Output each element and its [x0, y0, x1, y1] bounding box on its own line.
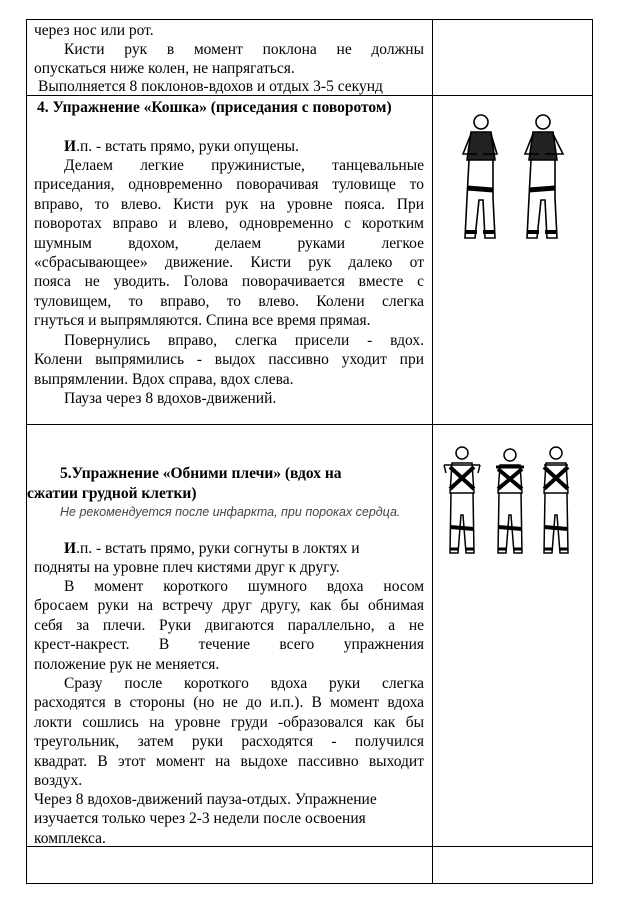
table-bottom-border: [26, 883, 593, 884]
exercise5-title-line-1: 5.Упражнение «Обними плечи» (вдох на: [60, 465, 342, 482]
ex5-p3-line: комплекса.: [34, 829, 106, 847]
exercise5-paragraph-2: [34, 674, 424, 790]
two-figures-squat-turn-icon: [453, 110, 573, 245]
ex5-p2-line: квадрат. В этот момент на выдохе пассивно выходит: [34, 752, 424, 770]
exercise5-ip-letter: И: [64, 540, 77, 557]
exercise5-paragraph-3: [34, 790, 424, 848]
exercise5-title-line-2: сжатии грудной клетки): [27, 485, 197, 502]
ex4-p2-line: Повернулись вправо, слегка присели - вдох.: [64, 332, 424, 349]
ex5-p2-line: локти сошлись на уровне груди -образовался как бы: [34, 713, 424, 731]
exercise4-paragraph-1: [34, 156, 424, 331]
ex5-p1-line: В момент короткого шумного вдоха носом: [64, 578, 424, 595]
ex4-p1-line: «сбрасывающее» движение. Кисти рук далеко от: [34, 254, 424, 272]
ex4-p1-line: поворотах вправо и влево, одновременно с коротким: [34, 215, 424, 233]
top-para-line-2: опускаться ниже колен, не напрягаться.: [34, 60, 295, 77]
table-right-border: [592, 19, 593, 884]
exercise5-paragraph-1: [34, 577, 424, 674]
ex5-p1-line: крест-накрест. В течение всего упражнения: [34, 636, 424, 654]
row-divider-2: [26, 424, 593, 425]
ex5-p3-line: Через 8 вдохов-движений пауза-отдых. Упражнение: [34, 791, 377, 808]
ex4-p1-line: приседания, одновременно поворачивая туловище то: [34, 176, 424, 194]
ex5-p2-line: расходятся в стороны (но не до и.п.). В момент вдоха: [34, 694, 424, 712]
top-repeat-line: Выполняется 8 поклонов-вдохов и отдых 3-5 секунд: [38, 78, 383, 95]
ex4-p1-line: Делаем легкие пружинистые, танцевальные: [64, 157, 424, 174]
ex4-p1-line: вправо, то влево. Кисти рук на уровне пояса. При: [34, 195, 424, 213]
ex5-p1-line: бросаем руки на встречу друг другу, как бы обнимая: [34, 597, 424, 615]
ex5-p1-line: себя за плечи. Руки двигаются параллельно, а не: [34, 616, 424, 634]
exercise5-note: Не рекомендуется после инфаркта, при пороках сердца.: [60, 505, 401, 519]
exercise4-ip-text: .п. - встать прямо, руки опущены.: [76, 138, 299, 155]
top-line-1: через нос или рот.: [34, 22, 154, 39]
ex5-p3-line: изучается только через 2-3 недели после освоения: [34, 810, 366, 828]
exercise5-ip-line-2: подняты на уровне плеч кистями друг к другу.: [34, 559, 340, 576]
exercise4-ip: [64, 137, 299, 156]
ex4-p2-line: выпрямлении. Вдох справа, вдох слева.: [34, 370, 294, 388]
ex5-p2-line: треугольник, затем руки расходятся - получился: [34, 733, 424, 751]
ex5-p2-line: воздух.: [34, 772, 83, 790]
exercise4-title: 4. Упражнение «Кошка» (приседания с поворотом): [37, 99, 392, 116]
ex4-p1-line: туловищем, то вправо, то влево. Колени слегка: [34, 292, 424, 310]
ex4-p1-line: пояса не уводить. Голова поворачивается вместе с: [34, 273, 424, 291]
ex4-p1-line: шумным вдохом, делаем руками легкое: [34, 234, 424, 252]
exercise4-pause: Пауза через 8 вдохов-движений.: [64, 390, 277, 407]
exercise4-ip-letter: И: [64, 138, 77, 155]
exercise5-ip-text: .п. - встать прямо, руки согнуты в локтях и: [76, 540, 360, 557]
exercise5-ip-line-1: [64, 539, 359, 558]
exercise4-paragraph-2: [34, 331, 424, 389]
three-figures-hug-shoulders-icon: [440, 443, 580, 558]
table-middle-border: [432, 19, 433, 884]
ex5-p1-line: положение рук не меняется.: [34, 655, 220, 673]
top-para-line-1: Кисти рук в момент поклона не должны: [64, 41, 424, 58]
table-top-border: [26, 19, 593, 20]
ex5-p2-line: Сразу после короткого вдоха руки слегка: [64, 675, 424, 692]
ex4-p2-line: Колени выпрямились - выдох пассивно уходит при: [34, 351, 424, 369]
table-left-border: [26, 19, 27, 884]
ex4-p1-line: гнуться и выпрямляются. Спина все время прямая.: [34, 312, 371, 330]
